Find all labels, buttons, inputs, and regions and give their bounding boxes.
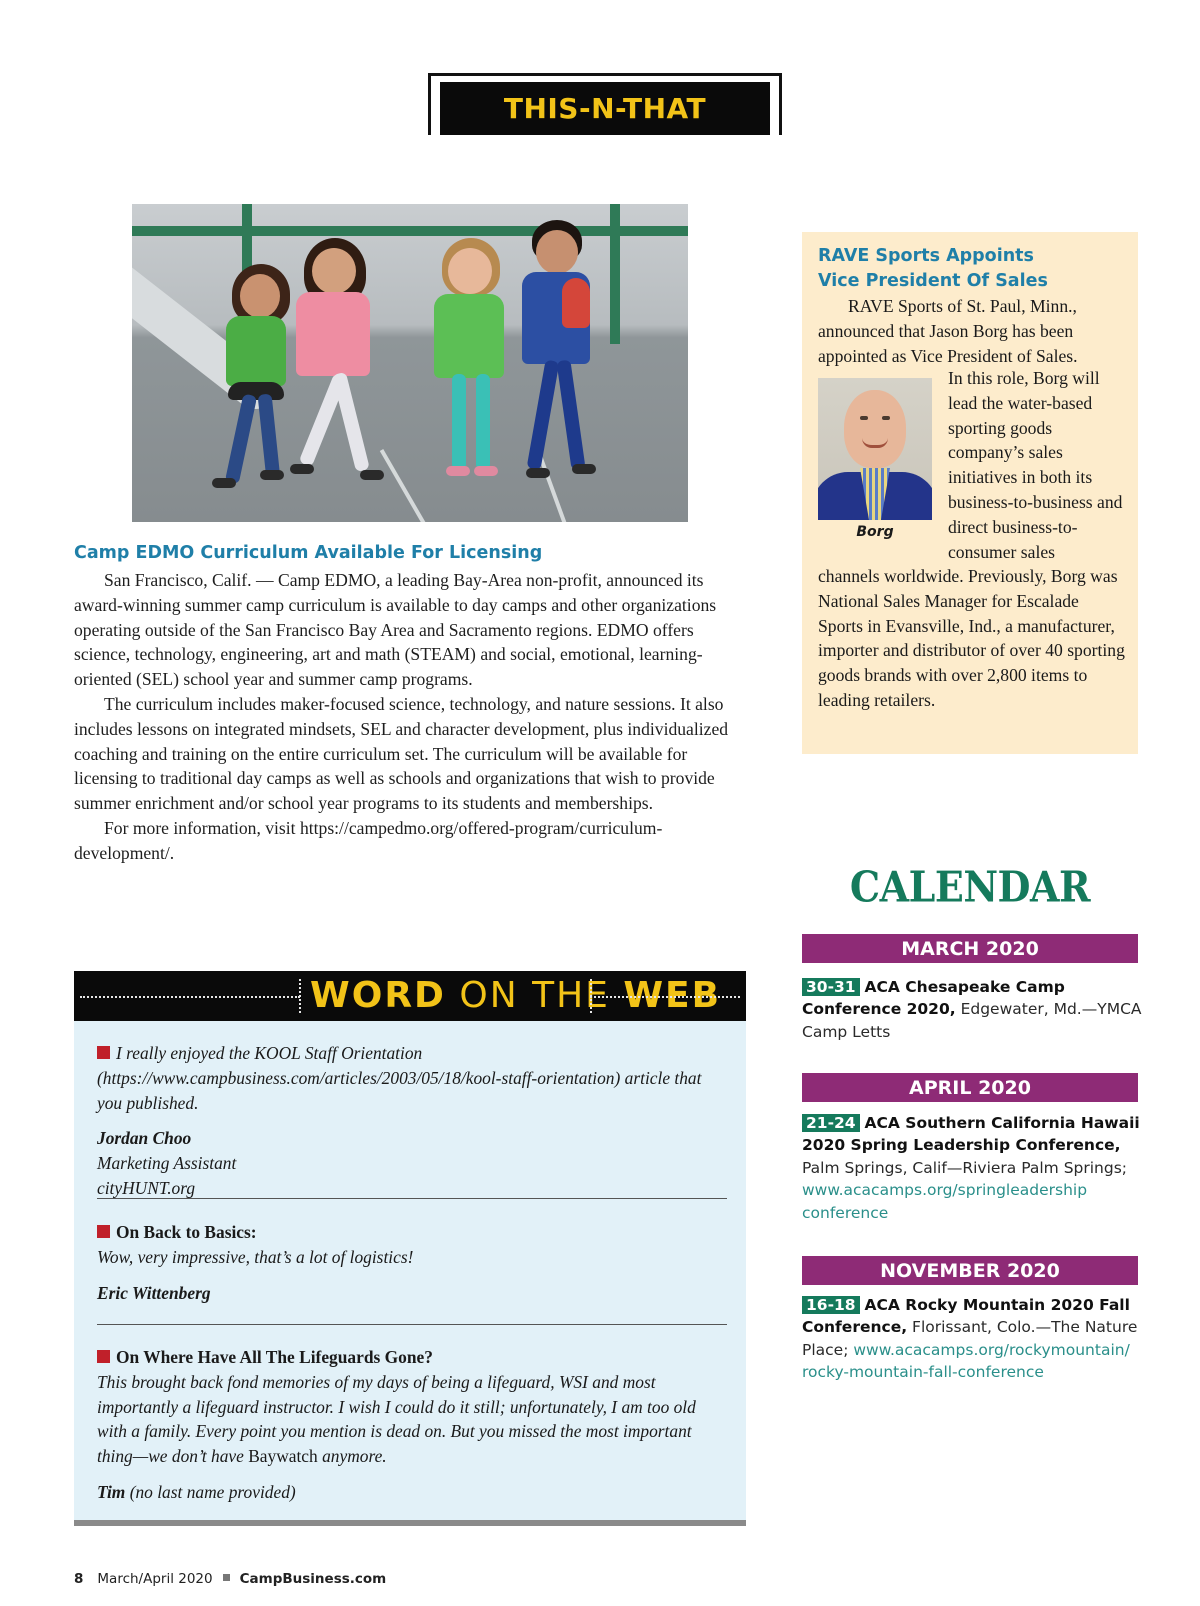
separator-square-icon bbox=[223, 1574, 230, 1581]
comment-quote: I really enjoyed the KOOL Staff Orientation (https://www.campbusiness.com/articles/2003/05/18/kool-staff-orientation) article that you published. bbox=[97, 1043, 702, 1113]
bullet-square-icon bbox=[97, 1350, 110, 1363]
word-on-the-web-box bbox=[74, 1021, 746, 1526]
comment-quote: This brought back fond memories of my days of being a lifeguard, WSI and most importantly a lifeguard instructor. I wish I could do it still; unfortunately, I am too old with a family. Every point you mention is dead on. But you missed the most important thing—we don’t have Baywatch anymore. bbox=[97, 1371, 696, 1467]
commenter-name: Jordan Choo bbox=[97, 1128, 192, 1149]
event-dates: 21-24 bbox=[802, 1114, 860, 1132]
article-title-edmo: Camp EDMO Curriculum Available For Licensing bbox=[74, 543, 543, 563]
commenter-name-line: Tim (no last name provided) bbox=[97, 1481, 296, 1502]
page-number: 8 bbox=[74, 1571, 84, 1587]
article-photo-children-playing bbox=[132, 204, 688, 522]
sidebar-title: RAVE Sports Appoints Vice President Of Sales bbox=[818, 246, 1048, 291]
issue-date: March/April 2020 bbox=[97, 1571, 213, 1587]
sidebar-rave-sports bbox=[802, 232, 1138, 754]
comment-quote: Wow, very impressive, that’s a lot of logistics! bbox=[97, 1246, 414, 1267]
reader-comment bbox=[97, 1041, 727, 1201]
calendar-event bbox=[802, 1294, 1142, 1384]
calendar-month-header: APRIL 2020 bbox=[802, 1073, 1138, 1102]
article-paragraph: San Francisco, Calif. — Camp EDMO, a leading Bay-Area non-profit, announced its award-winning summer camp curriculum is available to day camps and other organizations operating outside of the San Francisco Bay Area and Sacramento regions. EDMO offers science, technology, engineering, art and math (STEAM) and social, emotional, learning-oriented (SEL) school year and summer camp programs. bbox=[74, 570, 717, 690]
page-footer bbox=[74, 1571, 386, 1587]
article-body-edmo bbox=[74, 568, 748, 866]
event-link[interactable]: www.acacamps.org/springleadership conference bbox=[802, 1181, 1088, 1222]
photo-caption: Borg bbox=[856, 524, 894, 540]
calendar-event bbox=[802, 1112, 1142, 1224]
event-link[interactable]: www.acacamps.org/rockymountain/ rocky-mountain-fall-conference bbox=[802, 1340, 1130, 1382]
divider bbox=[97, 1198, 727, 1199]
sidebar-paragraph: channels worldwide. Previously, Borg was National Sales Manager for Escalade Sports in Evansville, Ind., a manufacturer, importer and distributor of over 40 sporting goods brands with over 2,800 items to leading retailers. bbox=[818, 566, 1125, 710]
event-dates: 16-18 bbox=[802, 1296, 860, 1314]
comment-heading: On Where Have All The Lifeguards Gone? bbox=[116, 1347, 433, 1367]
event-detail: Palm Springs, Calif—Riviera Palm Springs; bbox=[802, 1158, 1128, 1177]
calendar-title: CALENDAR bbox=[849, 861, 1091, 912]
event-name: ACA Rocky Mountain 2020 Fall Conference, bbox=[802, 1296, 1130, 1337]
comment-heading: On Back to Basics: bbox=[116, 1222, 257, 1242]
sidebar-paragraph-wrapped: In this role, Borg will lead the water-based sporting goods company’s sales initiatives in both its business-to-business and direct business-to-consumer sales bbox=[948, 368, 1123, 562]
article-paragraph: For more information, visit https://campedmo.org/offered-program/curriculum-development/. bbox=[74, 817, 663, 863]
site-name: CampBusiness.com bbox=[239, 1571, 387, 1587]
reader-comment bbox=[97, 1345, 727, 1505]
event-name: ACA Southern California Hawaii 2020 Spring Leadership Conference, bbox=[802, 1114, 1140, 1155]
event-detail: Edgewater, Md.—YMCA Camp Letts bbox=[802, 1000, 1142, 1041]
word-on-the-web-title: WORD ON THE WEB bbox=[310, 975, 722, 1016]
reader-comment bbox=[97, 1220, 727, 1305]
commenter-org: cityHUNT.org bbox=[97, 1177, 196, 1198]
section-banner bbox=[428, 73, 782, 135]
event-detail: Florissant, Colo.—The Nature Place; bbox=[802, 1318, 1138, 1359]
section-title: THIS-N-THAT bbox=[503, 92, 707, 125]
calendar-event bbox=[802, 976, 1142, 1043]
word-on-the-web-header bbox=[74, 971, 746, 1021]
portrait-photo-borg bbox=[818, 378, 932, 520]
calendar-month-header: NOVEMBER 2020 bbox=[802, 1256, 1138, 1285]
divider bbox=[97, 1324, 727, 1325]
calendar-month-header: MARCH 2020 bbox=[802, 934, 1138, 963]
sidebar-paragraph: RAVE Sports of St. Paul, Minn., announced that Jason Borg has been appointed as Vice President of Sales. bbox=[818, 296, 1078, 366]
event-dates: 30-31 bbox=[802, 978, 860, 996]
bullet-square-icon bbox=[97, 1046, 110, 1059]
event-name: ACA Chesapeake Camp Conference 2020, bbox=[802, 978, 1065, 1019]
bullet-square-icon bbox=[97, 1225, 110, 1238]
commenter-role: Marketing Assistant bbox=[97, 1153, 237, 1174]
article-paragraph: The curriculum includes maker-focused science, technology, and nature sessions. It also includes lessons on integrated mindsets, SEL and character development, plus individualized coaching and training on the entire curriculum set. The curriculum will be available for licensing to traditional day camps as well as schools and organizations that wish to provide summer enrichment and/or school year programs to its students and memberships. bbox=[74, 693, 729, 814]
commenter-name: Eric Wittenberg bbox=[97, 1282, 211, 1303]
banner-box bbox=[440, 82, 770, 135]
